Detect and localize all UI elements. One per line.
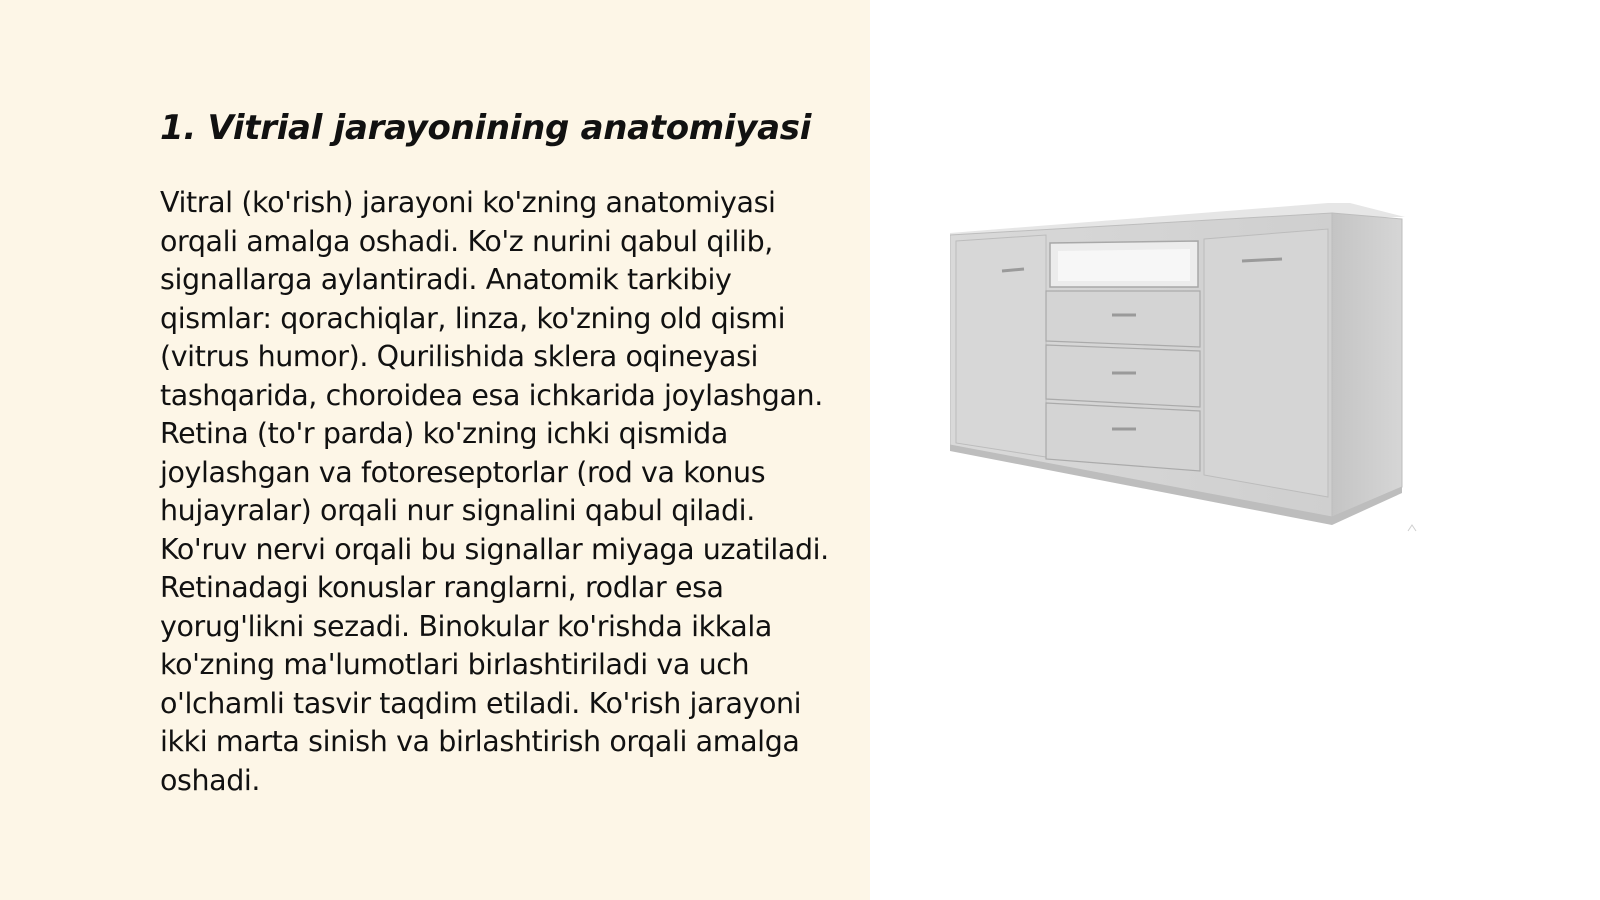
sideboard-image [950,195,1450,555]
slide-title: 1. Vitrial jarayonining anatomiyasi [160,108,812,148]
slide-body-text: Vitral (ko'rish) jarayoni ko'zning anatomiyasi orqali amalga oshadi. Ko'z nurini qabul qilib, signallarga aylantiradi. Anatomik tarkibiy qismlar: qorachiqlar, linza, ko'zning old qismi (vitrus humor). Qurilishida sklera oqineyasi tashqarida, choroidea esa ichkarida joylashgan. Retina (to'r parda) ko'zning ichki qismida joylashgan va fotoreseptorlar (rod va konus hujayralar) orqali nur signalini qabul qiladi. Ko'ruv nervi orqali bu signallar miyaga uzatiladi. Retinadagi konuslar ranglarni, rodlar esa yorug'likni sezadi. Binokular ko'rishda ikkala ko'zning ma'lumotlari birlashtiriladi va uch o'lchamli tasvir taqdim etiladi. Ko'rish jarayoni ikki marta sinish va birlashtirish orqali amalga oshadi. [160,186,829,797]
